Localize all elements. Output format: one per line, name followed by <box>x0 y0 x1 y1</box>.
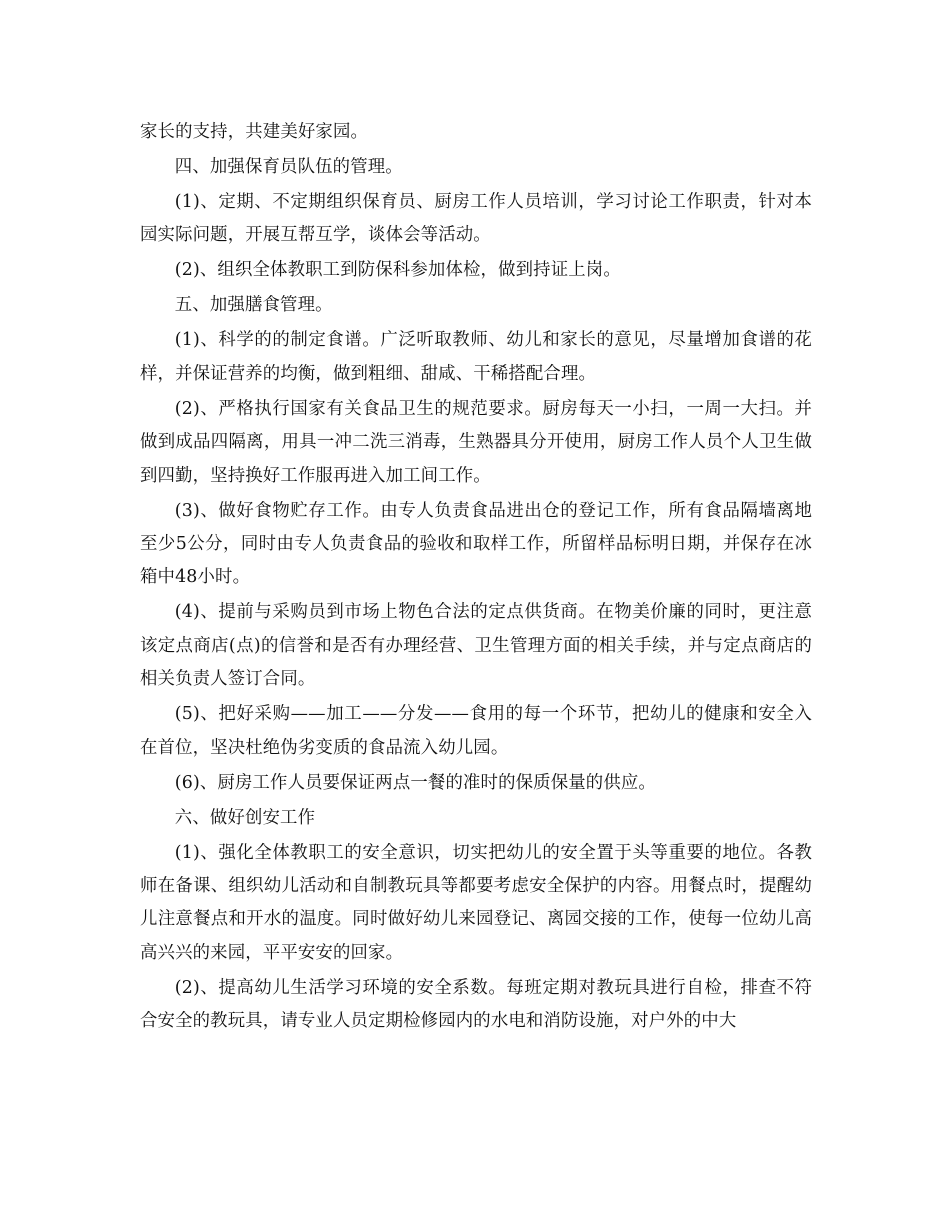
section-heading-6: 六、做好创安工作 <box>174 807 316 828</box>
paragraph-5-1: (1)、科学的的制定食谱。广泛听取教师、幼儿和家长的意见，尽量增加食谱的花样，并保证营养的均衡，做到粗细、甜咸、干稀搭配合理。 <box>140 330 812 384</box>
paragraph-5-2: (2)、严格执行国家有关食品卫生的规范要求。厨房每天一小扫，一周一大扫。并做到成品四隔离，用具一冲二洗三消毒，生熟器具分开使用，厨房工作人员个人卫生做到四勤，坚持换好工作服再进入加工间工作。 <box>140 398 812 486</box>
section-heading-5: 五、加强膳食管理。 <box>174 295 333 316</box>
paragraph-continuation: 家长的支持，共建美好家园。 <box>140 122 369 142</box>
paragraph-6-1: (1)、强化全体教职工的安全意识，切实把幼儿的安全置于头等重要的地位。各教师在备课、组织幼儿活动和自制教玩具等都要考虑安全保护的内容。用餐点时，提醒幼儿注意餐点和开水的温度。同时做好幼儿来园登记、离园交接的工作，使每一位幼儿高高兴兴的来园，平平安安的回家。 <box>140 842 812 963</box>
paragraph-4-1: (1)、定期、不定期组织保育员、厨房工作人员培训，学习讨论工作职责，针对本园实际问题，开展互帮互学，谈体会等活动。 <box>140 192 812 246</box>
section-heading-4: 四、加强保育员队伍的管理。 <box>174 157 403 177</box>
paragraph-4-2: (2)、组织全体教职工到防保科参加体检，做到持证上岗。 <box>174 260 621 281</box>
paragraph-5-3: (3)、做好食物贮存工作。由专人负责食品进出仓的登记工作，所有食品隔墙离地至少5公分，同时由专人负责食品的验收和取样工作，所留样品标明日期，并保存在冰箱中48小时。 <box>140 500 812 588</box>
paragraph-5-5: (5)、把好采购——加工——分发——食用的每一个环节，把幼儿的健康和安全入在首位，坚决杜绝伪劣变质的食品流入幼儿园。 <box>140 704 812 758</box>
document-body <box>140 116 812 1040</box>
paragraph-5-4: (4)、提前与采购员到市场上物色合法的定点供货商。在物美价廉的同时，更注意该定点商店(点)的信誉和是否有办理经营、卫生管理方面的相关手续，并与定点商店的相关负责人签订合同。 <box>140 602 812 690</box>
paragraph-6-2: (2)、提高幼儿生活学习环境的安全系数。每班定期对教玩具进行自检，排查不符合安全的教玩具，请专业人员定期检修园内的水电和消防设施，对户外的中大 <box>140 977 812 1032</box>
paragraph-5-6: (6)、厨房工作人员要保证两点一餐的准时的保质保量的供应。 <box>174 772 656 793</box>
